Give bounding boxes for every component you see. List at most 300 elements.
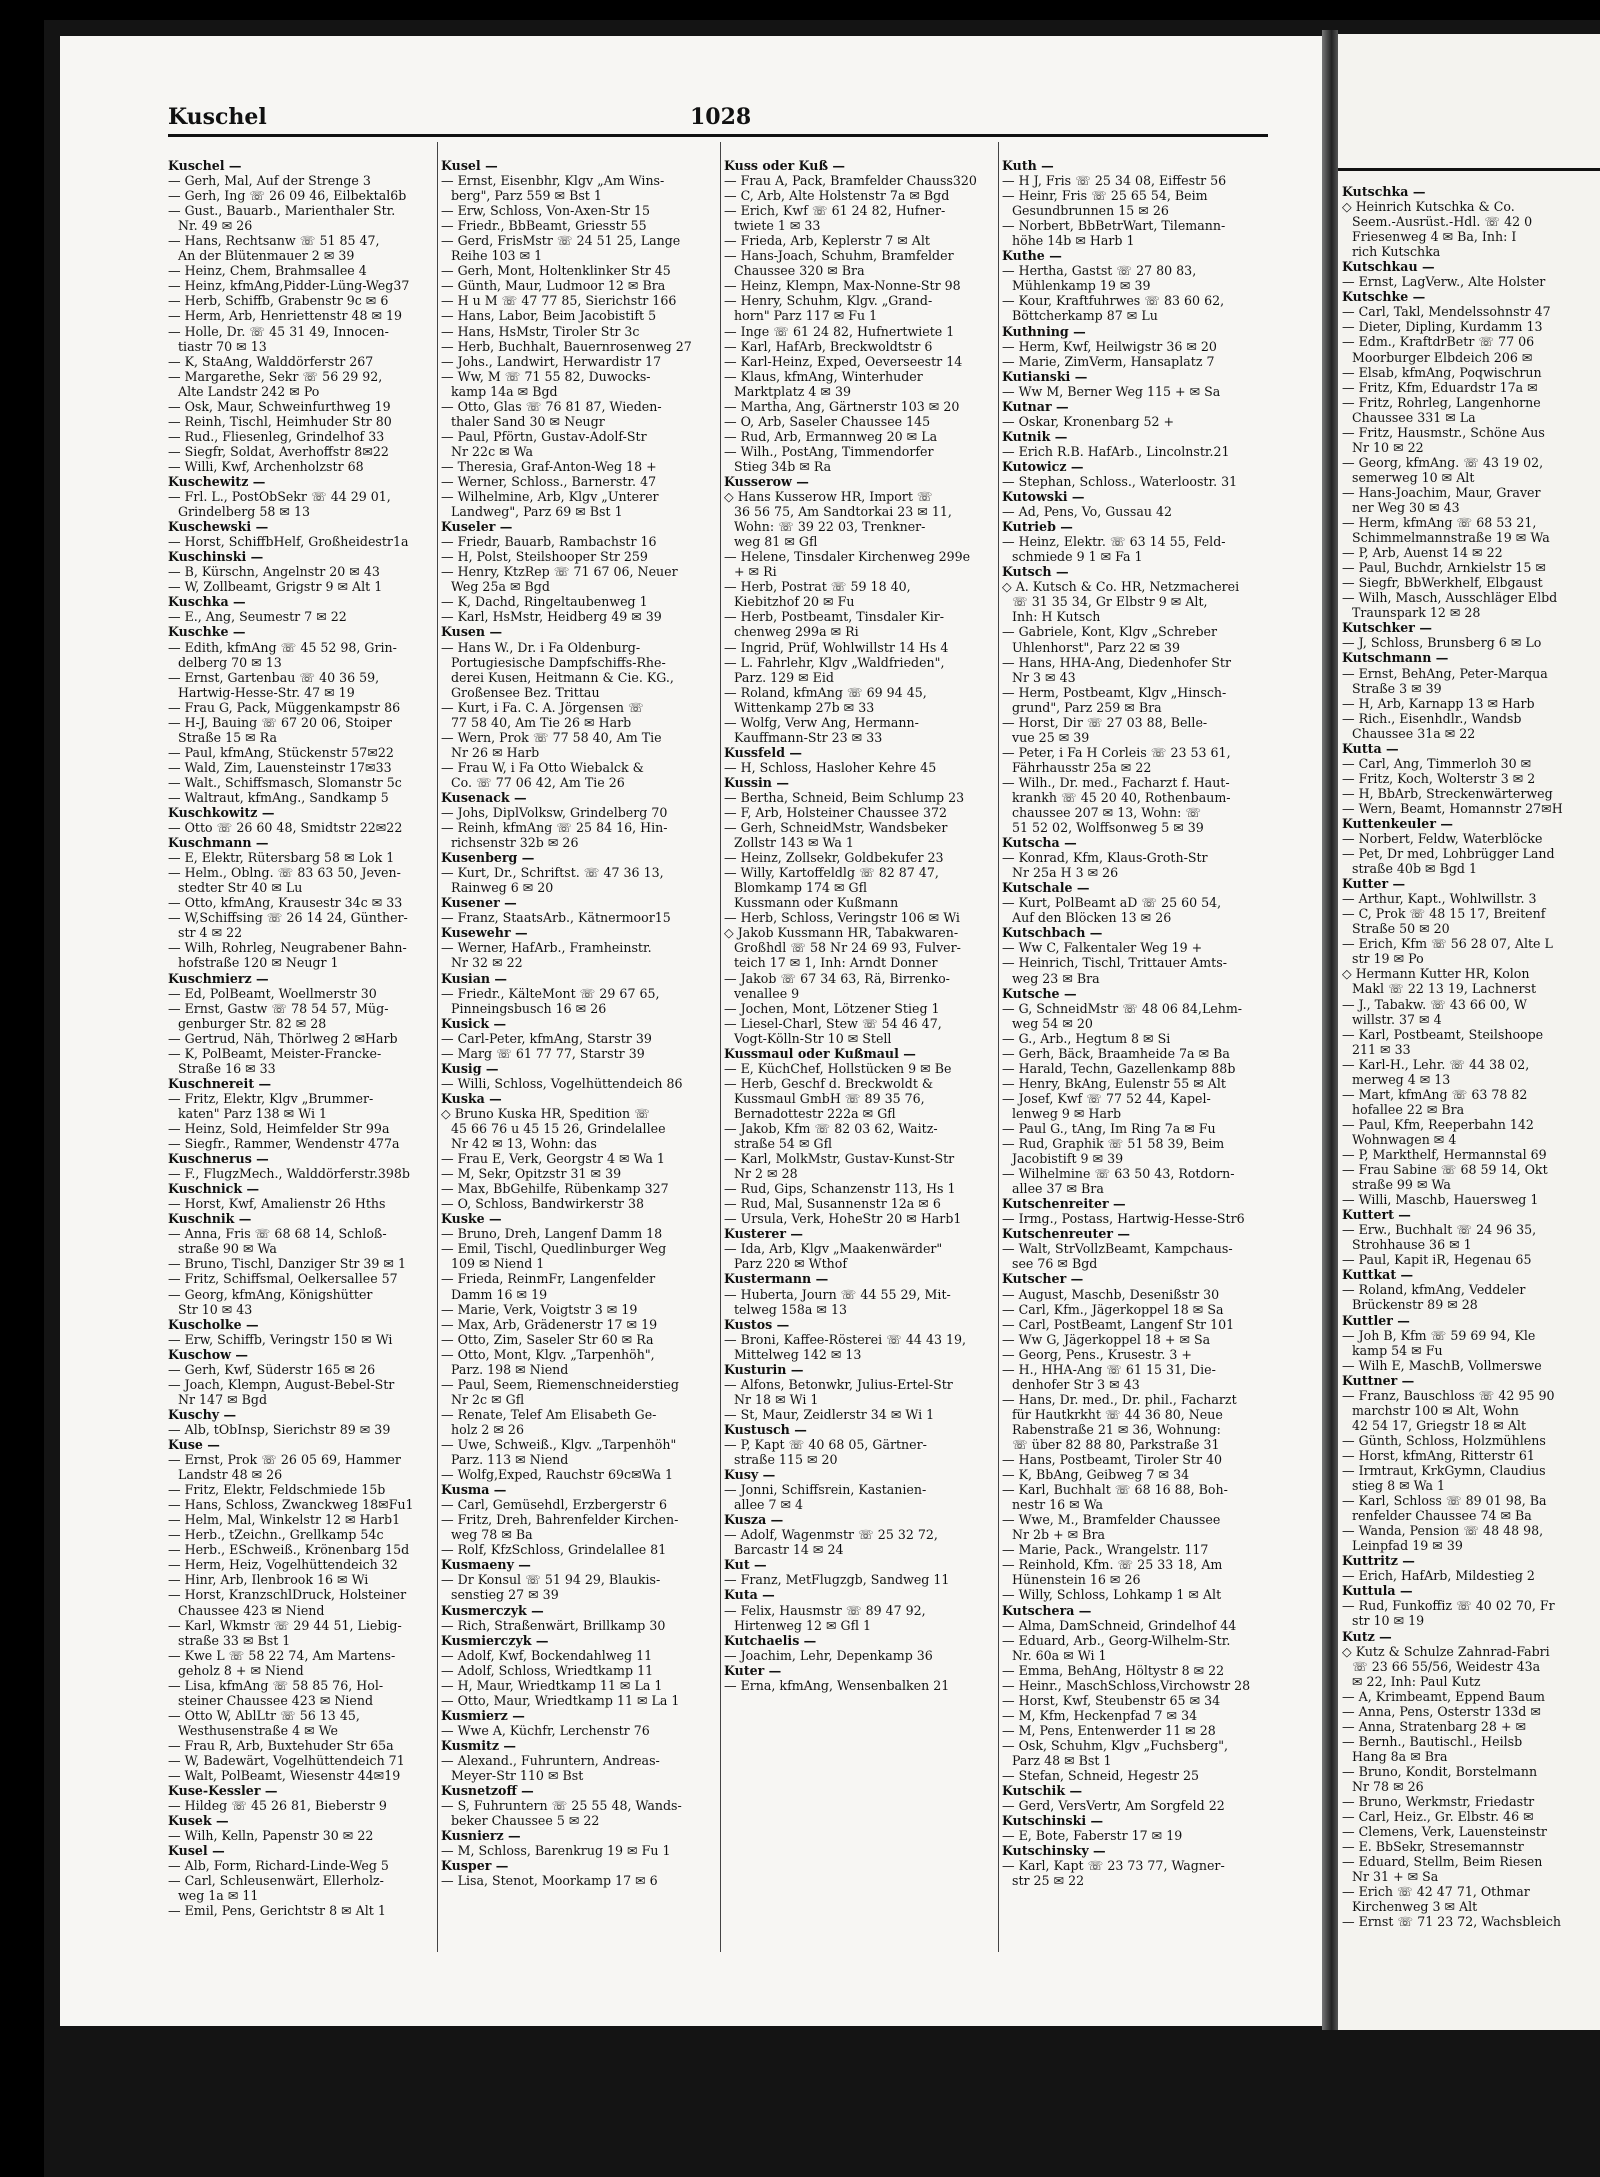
directory-entry: str 10 ✉ 19	[1352, 1613, 1425, 1629]
directory-entry: beker Chaussee 5 ✉ 22	[451, 1813, 600, 1829]
directory-entry: — Karl, MolkMstr, Gustav-Kunst-Str	[724, 1151, 955, 1167]
directory-entry: Schimmelmannstraße 19 ✉ Wa	[1352, 530, 1550, 546]
directory-entry: — Wilhelmine ☏ 63 50 43, Rotdorn-	[1002, 1166, 1235, 1182]
directory-entry: — Henry, BkAng, Eulenstr 55 ✉ Alt	[1002, 1075, 1226, 1091]
directory-entry: — O, Arb, Saseler Chaussee 145	[724, 413, 931, 429]
directory-entry: — S, Fuhruntern ☏ 25 55 48, Wands-	[441, 1798, 682, 1814]
directory-entry: ◇ A. Kutsch & Co. HR, Netzmacherei	[1002, 579, 1240, 595]
surname-heading: Kutchaelis —	[724, 1632, 817, 1648]
directory-entry: — Fritz, Koch, Wolterstr 3 ✉ 2	[1342, 770, 1536, 786]
directory-entry: — Walt, PolBeamt, Wiesenstr 44✉19	[168, 1768, 401, 1784]
directory-entry: Alte Landstr 242 ✉ Po	[178, 383, 320, 399]
directory-entry: — Peter, i Fa H Corleis ☏ 23 53 61,	[1002, 744, 1231, 760]
directory-entry: — Elsab, kfmAng, Poqwischrun	[1342, 364, 1542, 380]
directory-entry: — Herb, Postrat ☏ 59 18 40,	[724, 579, 911, 595]
directory-entry: telweg 158a ✉ 13	[734, 1301, 847, 1317]
directory-entry: Parz 48 ✉ Bst 1	[1012, 1752, 1112, 1768]
directory-entry: ◇ Hans Kusserow HR, Import ☏	[724, 489, 933, 505]
surname-heading: Kuta —	[724, 1587, 775, 1603]
directory-entry: — Rich, Straßenwärt, Brillkamp 30	[441, 1617, 666, 1633]
directory-entry: — Bruno, Kondit, Borstelmann	[1342, 1763, 1538, 1779]
directory-entry: — M, Schloss, Barenkrug 19 ✉ Fu 1	[441, 1843, 671, 1859]
directory-entry: — Ernst, Eisenbhr, Klgv „Am Wins-	[441, 173, 665, 189]
directory-entry: Hang 8a ✉ Bra	[1352, 1748, 1448, 1764]
surname-heading: Kutschik —	[1002, 1783, 1083, 1799]
surname-heading: Kuttula —	[1342, 1583, 1413, 1599]
directory-entry: — Horst, Dir ☏ 27 03 88, Belle-	[1002, 714, 1208, 730]
directory-entry: — Carl, Heiz., Gr. Elbstr. 46 ✉	[1342, 1809, 1534, 1825]
surname-heading: Kusen —	[441, 624, 503, 640]
directory-entry: — Wolfg, Verw Ang, Hermann-	[724, 714, 919, 730]
directory-entry: — Dr Konsul ☏ 51 94 29, Blaukis-	[441, 1572, 661, 1588]
directory-entry: — Rud, Funkoffiz ☏ 40 02 70, Fr	[1342, 1598, 1555, 1614]
surname-heading: Kuscholke —	[168, 1316, 259, 1332]
surname-heading: Kuttkat —	[1342, 1267, 1414, 1283]
directory-entry: Kussmann oder Kußmann	[734, 895, 899, 911]
directory-entry: — Walt, StrVollzBeamt, Kampchaus-	[1002, 1241, 1233, 1257]
directory-entry: twiete 1 ✉ 33	[734, 218, 821, 234]
directory-entry: — P, Markthelf, Hermannstal 69	[1342, 1147, 1547, 1162]
directory-entry: — Gerd, FrisMstr ☏ 24 51 25, Lange	[441, 233, 681, 249]
directory-entry: An der Blütenmauer 2 ✉ 39	[178, 248, 355, 264]
header-rule	[168, 134, 1268, 137]
directory-entry: kamp 54 ✉ Fu	[1352, 1342, 1443, 1358]
directory-entry: Landweg", Parz 69 ✉ Bst 1	[451, 504, 623, 520]
directory-entry: — C, Arb, Alte Holstenstr 7a ✉ Bgd	[724, 188, 950, 204]
surname-heading: Kuschewitz —	[168, 473, 266, 489]
surname-heading: Kuschnerus —	[168, 1151, 269, 1167]
directory-entry: — C, Prok ☏ 48 15 17, Breitenf	[1342, 906, 1546, 922]
directory-entry: Hünenstein 16 ✉ 26	[1012, 1572, 1141, 1588]
surname-heading: Kusnierz —	[441, 1828, 521, 1844]
directory-entry: Nr 42 ✉ 13, Wohn: das	[451, 1136, 597, 1152]
column-divider	[998, 142, 999, 1952]
directory-entry: genburger Str. 82 ✉ 28	[178, 1015, 327, 1031]
directory-entry: weg 81 ✉ Gfl	[734, 534, 818, 550]
directory-entry: — Alma, DamSchneid, Grindelhof 44	[1002, 1617, 1237, 1633]
directory-entry: — Adolf, Schloss, Wriedtkamp 11	[441, 1662, 654, 1678]
directory-entry: — Hans, Labor, Beim Jacobistift 5	[441, 308, 657, 324]
directory-entry: Nr 78 ✉ 26	[1352, 1778, 1424, 1794]
directory-entry: Nr 25a H 3 ✉ 26	[1012, 865, 1119, 881]
surname-heading: Kuschnick —	[168, 1181, 260, 1197]
surname-heading: Kuth —	[1002, 158, 1054, 173]
directory-entry: tiastr 70 ✉ 13	[178, 338, 267, 354]
directory-entry: — Kwe L ☏ 58 22 74, Am Martens-	[168, 1647, 396, 1663]
directory-entry: — Kurt, i Fa. C. A. Jörgensen ☏	[441, 699, 644, 715]
directory-entry: — Erich ☏ 42 47 71, Othmar	[1342, 1884, 1530, 1900]
directory-entry: — Jakob, Kfm ☏ 82 03 62, Waitz-	[724, 1121, 938, 1136]
directory-entry: — K, PolBeamt, Meister-Francke-	[168, 1045, 382, 1061]
surname-heading: Kussfeld —	[724, 744, 803, 760]
directory-entry: Uhlenhorst", Parz 22 ✉ 39	[1012, 639, 1181, 655]
directory-entry: — Friedr., KälteMont ☏ 29 67 65,	[441, 985, 660, 1001]
directory-entry: — Wilh., Dr. med., Facharzt f. Haut-	[1002, 774, 1230, 790]
directory-entry: Auf den Blöcken 13 ✉ 26	[1012, 910, 1172, 926]
directory-entry: — Siegfr., Rammer, Wendenstr 477a	[168, 1136, 400, 1152]
directory-entry: str 4 ✉ 22	[178, 925, 243, 941]
surname-heading: Kuschel —	[168, 158, 242, 173]
directory-entry: — Norbert, BbBetrWart, Tilemann-	[1002, 218, 1226, 234]
directory-entry: straße 40b ✉ Bgd 1	[1352, 861, 1477, 877]
directory-entry: Nr 18 ✉ Wi 1	[734, 1391, 819, 1407]
directory-entry: — Herm, Heiz, Vogelhüttendeich 32	[168, 1557, 398, 1573]
directory-entry: Rabenstraße 21 ✉ 36, Wohnung:	[1012, 1421, 1221, 1437]
directory-entry: straße 90 ✉ Wa	[178, 1241, 277, 1257]
directory-entry: Pinneingsbusch 16 ✉ 26	[451, 1000, 607, 1016]
directory-entry: Straße 3 ✉ 39	[1352, 680, 1442, 696]
directory-entry: — Herm, Kwf, Heilwigstr 36 ✉ 20	[1002, 338, 1217, 354]
directory-entry: — Marie, Pack., Wrangelstr. 117	[1002, 1542, 1209, 1558]
directory-entry: — Rolf, KfzSchloss, Grindelallee 81	[441, 1542, 667, 1558]
directory-entry: — Gertrud, Näh, Thörlweg 2 ✉Harb	[168, 1030, 398, 1046]
directory-entry: — Paul, Kapit iR, Hegenau 65	[1342, 1252, 1532, 1268]
directory-entry: — Frau E, Verk, Georgstr 4 ✉ Wa 1	[441, 1151, 665, 1167]
surname-heading: Kuschinski —	[168, 549, 264, 565]
directory-entry: — Rich., Eisenhdlr., Wandsb	[1342, 710, 1522, 726]
directory-entry: — W,Schiffsing ☏ 26 14 24, Günther-	[168, 910, 408, 926]
directory-entry: holz 2 ✉ 26	[451, 1421, 524, 1437]
directory-entry: für Hautkrkht ☏ 44 36 80, Neue	[1012, 1406, 1223, 1422]
directory-entry: straße 115 ✉ 20	[734, 1452, 838, 1468]
directory-entry: — Herm, Arb, Henriettenstr 48 ✉ 19	[168, 308, 403, 324]
directory-entry: — Hildeg ☏ 45 26 81, Bieberstr 9	[168, 1798, 387, 1814]
directory-entry: — E, Bote, Faberstr 17 ✉ 19	[1002, 1828, 1183, 1844]
directory-entry: — Wolfg,Exped, Rauchstr 69c✉Wa 1	[441, 1467, 674, 1483]
directory-entry: Meyer-Str 110 ✉ Bst	[451, 1768, 584, 1784]
directory-entry: — Rud, Graphik ☏ 51 58 39, Beim	[1002, 1136, 1225, 1152]
directory-entry: Str 10 ✉ 43	[178, 1301, 253, 1317]
directory-entry: hofstraße 120 ✉ Neugr 1	[178, 955, 339, 971]
directory-entry: — Ww C, Falkentaler Weg 19 +	[1002, 940, 1203, 956]
directory-entry: — Fritz, Dreh, Bahrenfelder Kirchen-	[441, 1512, 679, 1528]
directory-entry: hofallee 22 ✉ Bra	[1352, 1101, 1465, 1117]
directory-entry: Mittelweg 142 ✉ 13	[734, 1346, 862, 1362]
directory-entry: — Max, BbGehilfe, Rübenkamp 327	[441, 1181, 669, 1197]
surname-heading: Kustos —	[724, 1316, 790, 1332]
directory-entry: — Hans-Joachim, Maur, Graver	[1342, 484, 1541, 500]
surname-heading: Kuthning —	[1002, 323, 1086, 339]
directory-entry: — Anna, Fris ☏ 68 68 14, Schloß-	[168, 1226, 387, 1242]
directory-entry: — Erich, Kwf ☏ 61 24 82, Hufner-	[724, 203, 946, 219]
directory-entry: 109 ✉ Niend 1	[451, 1256, 545, 1272]
directory-entry: Kiebitzhof 20 ✉ Fu	[734, 594, 855, 610]
directory-entry: — Otto, kfmAng, Krausestr 34c ✉ 33	[168, 895, 403, 911]
directory-entry: — Frau Sabine ☏ 68 59 14, Okt	[1342, 1162, 1548, 1178]
directory-entry: lenweg 9 ✉ Harb	[1012, 1105, 1122, 1121]
directory-entry: — Otto W, AblLtr ☏ 56 13 45,	[168, 1707, 360, 1723]
directory-entry: Moorburger Elbdeich 206 ✉	[1352, 349, 1533, 365]
directory-entry: Parz. 113 ✉ Niend	[451, 1452, 569, 1468]
directory-entry: — Erna, kfmAng, Wensenbalken 21	[724, 1677, 950, 1693]
directory-entry: — Hans-Joach, Schuhm, Bramfelder	[724, 248, 954, 264]
directory-entry: — Gerh, Mal, Auf der Strenge 3	[168, 173, 371, 189]
directory-entry: — Hans, Postbeamt, Tiroler Str 40	[1002, 1452, 1223, 1468]
directory-entry: — Erich R.B. HafArb., Lincolnstr.21	[1002, 443, 1230, 459]
directory-entry: — Heinr, Fris ☏ 25 65 54, Beim	[1002, 188, 1208, 204]
directory-entry: — Rud., Fliesenleg, Grindelhof 33	[168, 428, 385, 444]
directory-entry: — Fritz, Hausmstr., Schöne Aus	[1342, 424, 1545, 440]
directory-entry: — Heinz, kfmAng,Pidder-Lüng-Weg37	[168, 278, 410, 294]
directory-entry: — Werner, Schloss., Barnerstr. 47	[441, 473, 657, 489]
surname-heading: Kutschke —	[1342, 289, 1426, 305]
directory-entry: — Wwe, M., Bramfelder Chaussee	[1002, 1512, 1221, 1528]
directory-entry: Co. ☏ 77 06 42, Am Tie 26	[451, 774, 625, 790]
directory-entry: — Johs, DiplVolksw, Grindelberg 70	[441, 805, 668, 821]
directory-entry: Großhdl ☏ 58 Nr 24 69 93, Fulver-	[734, 940, 961, 956]
directory-entry: — Broni, Kaffee-Rösterei ☏ 44 43 19,	[724, 1331, 967, 1347]
directory-entry: — Georg, kfmAng. ☏ 43 19 02,	[1342, 454, 1544, 470]
directory-entry: senstieg 27 ✉ 39	[451, 1587, 559, 1603]
directory-entry: — Johs., Landwirt, Herwardistr 17	[441, 353, 662, 369]
directory-entry: — Irmtraut, KrkGymn, Claudius	[1342, 1462, 1546, 1478]
directory-entry: — Willy, Kartoffeldlg ☏ 82 87 47,	[724, 865, 939, 881]
surname-heading: Kusmerczyk —	[441, 1602, 544, 1618]
directory-entry: — Oskar, Kronenbarg 52 +	[1002, 413, 1175, 429]
directory-entry: — Wilh E, MaschB, Vollmerswe	[1342, 1357, 1542, 1373]
directory-entry: Makl ☏ 22 13 19, Lachnerst	[1352, 981, 1537, 997]
directory-entry: Brückenstr 89 ✉ 28	[1352, 1297, 1478, 1313]
surname-heading: Kusick —	[441, 1015, 507, 1031]
directory-entry: — Willy, Schloss, Lohkamp 1 ✉ Alt	[1002, 1587, 1222, 1603]
directory-entry: — Georg, kfmAng, Königshütter	[168, 1286, 373, 1302]
directory-entry: denhofer Str 3 ✉ 43	[1012, 1376, 1140, 1392]
directory-entry: rich Kutschka	[1352, 244, 1441, 260]
directory-entry: — H, Arb, Karnapp 13 ✉ Harb	[1342, 695, 1535, 711]
directory-entry: — Karl, HafArb, Breckwoldtstr 6	[724, 338, 933, 354]
directory-entry: — Josef, Kwf ☏ 77 52 44, Kapel-	[1002, 1090, 1211, 1106]
directory-entry: Großensee Bez. Trittau	[451, 684, 600, 700]
directory-entry: — Max, Arb, Grädenerstr 17 ✉ 19	[441, 1316, 658, 1332]
directory-entry: — Bruno, Dreh, Langenf Damm 18	[441, 1226, 663, 1242]
directory-entry: — Horst, SchiffbHelf, Großheidestr1a	[168, 534, 409, 550]
directory-entry: — Hinr, Arb, Ilenbrook 16 ✉ Wi	[168, 1572, 369, 1588]
directory-entry: nestr 16 ✉ Wa	[1012, 1497, 1104, 1513]
directory-entry: — Ernst, Gartenbau ☏ 40 36 59,	[168, 669, 380, 685]
directory-entry: allee 37 ✉ Bra	[1012, 1181, 1104, 1197]
directory-entry: — F, Arb, Holsteiner Chaussee 372	[724, 805, 947, 821]
directory-entry: höhe 14b ✉ Harb 1	[1012, 233, 1135, 249]
directory-entry: delberg 70 ✉ 13	[178, 654, 282, 670]
directory-entry: Weg 25a ✉ Bgd	[451, 579, 550, 595]
surname-heading: Kutschkau —	[1342, 259, 1435, 275]
directory-entry: — Heinz, Klempn, Max-Nonne-Str 98	[724, 278, 961, 294]
surname-heading: Kuschewski —	[168, 519, 269, 535]
directory-entry: — Gabriele, Kont, Klgv „Schreber	[1002, 624, 1217, 640]
directory-entry: — Karl-H., Lehr. ☏ 44 38 02,	[1342, 1056, 1530, 1072]
directory-entry: — Jochen, Mont, Lötzener Stieg 1	[724, 1000, 940, 1016]
directory-entry: straße 33 ✉ Bst 1	[178, 1632, 291, 1648]
surname-heading: Kusmierczyk —	[441, 1632, 549, 1648]
directory-entry: — Kurt, PolBeamt aD ☏ 25 60 54,	[1002, 895, 1222, 911]
directory-entry: — Fritz, Schiffsmal, Oelkersallee 57	[168, 1271, 398, 1287]
directory-entry: Leinpfad 19 ✉ 39	[1352, 1538, 1463, 1554]
directory-entry: Wohnwagen ✉ 4	[1352, 1131, 1457, 1147]
directory-entry: — Ernst, Gastw ☏ 78 54 57, Müg-	[168, 1000, 389, 1016]
directory-entry: — M, Sekr, Opitzstr 31 ✉ 39	[441, 1166, 622, 1182]
directory-entry: Strohhause 36 ✉ 1	[1352, 1237, 1472, 1253]
directory-entry: — Siegfr, Soldat, Averhoffstr 8✉22	[168, 443, 389, 459]
directory-entry: — Wanda, Pension ☏ 48 48 98,	[1342, 1523, 1544, 1539]
directory-entry: — Alb, Form, Richard-Linde-Weg 5	[168, 1858, 389, 1874]
directory-entry: — Rud, Mal, Susannenstr 12a ✉ 6	[724, 1196, 941, 1212]
directory-entry: — Norbert, Feldw, Waterblöcke	[1342, 831, 1543, 847]
header-rule	[1338, 168, 1600, 171]
directory-entry: — Margarethe, Sekr ☏ 56 29 92,	[168, 368, 383, 384]
directory-entry: Reihe 103 ✉ 1	[451, 248, 543, 264]
directory-entry: — Fritz, Kfm, Eduardstr 17a ✉	[1342, 379, 1538, 395]
surname-heading: Kusewehr —	[441, 925, 528, 941]
directory-entry: — Gerh, Mont, Holtenklinker Str 45	[441, 263, 671, 279]
surname-heading: Kusterer —	[724, 1226, 804, 1242]
directory-entry: straße 54 ✉ Gfl	[734, 1136, 832, 1152]
surname-heading: Kuter —	[724, 1662, 782, 1678]
surname-heading: Kuschmierz —	[168, 970, 269, 986]
surname-heading: Kustermann —	[724, 1271, 829, 1287]
surname-heading: Kutschka —	[1342, 184, 1426, 199]
directory-entry: — Mart, kfmAng ☏ 63 78 82	[1342, 1086, 1528, 1102]
directory-entry: — Günth, Schloss, Holzmühlens	[1342, 1432, 1546, 1448]
directory-entry: — Herm, Postbeamt, Klgv „Hinsch-	[1002, 684, 1227, 700]
directory-entry: — Hans, Rechtsanw ☏ 51 85 47,	[168, 233, 380, 249]
directory-entry: — E, KüchChef, Hollstücken 9 ✉ Be	[724, 1060, 952, 1076]
surname-heading: Kusza —	[724, 1512, 784, 1528]
directory-entry: — Georg, Pens., Krusestr. 3 +	[1002, 1346, 1192, 1362]
directory-entry: 42 54 17, Griegstr 18 ✉ Alt	[1352, 1417, 1527, 1433]
directory-entry: — Gust., Bauarb., Marienthaler Str.	[168, 203, 396, 219]
directory-entry: Zollstr 143 ✉ Wa 1	[734, 835, 854, 851]
directory-entry: — Edith, kfmAng ☏ 45 52 98, Grin-	[168, 639, 397, 655]
directory-entry: — Joachim, Lehr, Depenkamp 36	[724, 1647, 933, 1663]
surname-heading: Kusper —	[441, 1858, 509, 1874]
directory-entry: Blomkamp 174 ✉ Gfl	[734, 880, 868, 896]
directory-entry: Seem.-Ausrüst.-Hdl. ☏ 42 0	[1352, 214, 1533, 230]
directory-entry: ◇ Bruno Kuska HR, Spedition ☏	[441, 1105, 650, 1121]
surname-heading: Kuthe —	[1002, 248, 1062, 264]
directory-entry: — B, Kürschn, Angelnstr 20 ✉ 43	[168, 564, 380, 580]
directory-entry: — Gerh, Ing ☏ 26 09 46, Eilbektal6b	[168, 188, 407, 204]
directory-entry: — St, Maur, Zeidlerstr 34 ✉ Wi 1	[724, 1406, 935, 1422]
directory-entry: — Heinz, Zollsekr, Goldbekufer 23	[724, 850, 944, 866]
surname-heading: Kussmaul oder Kußmaul —	[724, 1045, 916, 1061]
surname-heading: Kutschinski —	[1002, 1813, 1104, 1829]
directory-column-2	[441, 158, 717, 1998]
directory-entry: — M, Pens, Entenwerder 11 ✉ 28	[1002, 1722, 1216, 1738]
directory-entry: — Ernst ☏ 71 23 72, Wachsbleich	[1342, 1914, 1562, 1930]
directory-entry: — Uwe, Schweiß., Klgv. „Tarpenhöh"	[441, 1436, 677, 1452]
directory-entry: — Fritz, Elektr, Feldschmiede 15b	[168, 1482, 386, 1498]
surname-heading: Kuska —	[441, 1090, 502, 1106]
directory-entry: see 76 ✉ Bgd	[1012, 1256, 1098, 1272]
directory-entry: — Paul G., tAng, Im Ring 7a ✉ Fu	[1002, 1121, 1216, 1136]
directory-entry: — Marie, ZimVerm, Hansaplatz 7	[1002, 353, 1215, 369]
surname-heading: Kutschinsky —	[1002, 1843, 1106, 1859]
directory-entry: Jacobistift 9 ✉ 39	[1012, 1151, 1124, 1167]
directory-entry: Traunspark 12 ✉ 28	[1352, 605, 1481, 621]
directory-entry: — Roland, kfmAng, Veddeler	[1342, 1282, 1526, 1298]
surname-heading: Kusenack —	[441, 789, 527, 805]
directory-entry: Gesundbrunnen 15 ✉ 26	[1012, 203, 1169, 219]
directory-entry: — Willi, Maschb, Hauersweg 1	[1342, 1192, 1539, 1208]
directory-entry: — G, SchneidMstr ☏ 48 06 84,Lehm-	[1002, 1000, 1243, 1016]
surname-heading: Kusener —	[441, 895, 517, 911]
directory-entry: — Jonni, Schiffsrein, Kastanien-	[724, 1482, 927, 1498]
directory-entry: — Werner, HafArb., Framheinstr.	[441, 940, 652, 956]
surname-heading: Kutsche —	[1002, 985, 1077, 1001]
directory-entry: Rainweg 6 ✉ 20	[451, 880, 554, 896]
directory-entry: — Horst, kfmAng, Ritterstr 61	[1342, 1447, 1535, 1463]
directory-entry: — Horst, Kwf, Steubenstr 65 ✉ 34	[1002, 1692, 1221, 1708]
surname-heading: Kusenberg —	[441, 850, 535, 866]
directory-entry: — Hans, HHA-Ang, Diedenhofer Str	[1002, 654, 1231, 670]
directory-entry: — H, Polst, Steilshooper Str 259	[441, 549, 648, 565]
directory-entry: — L. Fahrlehr, Klgv „Waldfrieden",	[724, 654, 945, 670]
surname-heading: Kutschera —	[1002, 1602, 1092, 1618]
directory-entry: Böttcherkamp 87 ✉ Lu	[1012, 308, 1158, 324]
directory-entry: merweg 4 ✉ 13	[1352, 1071, 1451, 1087]
directory-entry: Nr 2c ✉ Gfl	[451, 1391, 525, 1407]
directory-entry: — Otto, Maur, Wriedtkamp 11 ✉ La 1	[441, 1692, 680, 1708]
directory-entry: — Osk, Maur, Schweinfurthweg 19	[168, 398, 391, 414]
directory-entry: Nr 22c ✉ Wa	[451, 443, 534, 459]
directory-entry: 211 ✉ 33	[1352, 1041, 1411, 1057]
surname-heading: Kusig —	[441, 1060, 499, 1076]
directory-entry: — Ernst, LagVerw., Alte Holster	[1342, 274, 1546, 290]
directory-entry: — Ursula, Verk, HoheStr 20 ✉ Harb1	[724, 1211, 962, 1227]
directory-entry: — Reinh, kfmAng ☏ 25 84 16, Hin-	[441, 820, 668, 836]
directory-entry: — Erich, Kfm ☏ 56 28 07, Alte L	[1342, 936, 1553, 952]
directory-entry: — W, Zollbeamt, Grigstr 9 ✉ Alt 1	[168, 579, 383, 595]
directory-entry: — Carl, Gemüsehdl, Erzbergerstr 6	[441, 1497, 667, 1513]
directory-entry: chaussee 207 ✉ 13, Wohn: ☏	[1012, 805, 1202, 821]
surname-heading: Kusnetzoff —	[441, 1783, 534, 1799]
directory-entry: krankh ☏ 45 20 40, Rothenbaum-	[1012, 789, 1231, 805]
directory-entry: — H, BbArb, Streckenwärterweg	[1342, 785, 1553, 801]
directory-entry: — Herb, Postbeamt, Tinsdaler Kir-	[724, 609, 945, 625]
directory-entry: — Horst, Kwf, Amalienstr 26 Hths	[168, 1196, 386, 1212]
directory-entry: Landstr 48 ✉ 26	[178, 1467, 283, 1483]
directory-entry: — Gerd, VersVertr, Am Sorgfeld 22	[1002, 1798, 1225, 1814]
surname-heading: Kusmierz —	[441, 1707, 525, 1723]
directory-entry: — Paul, kfmAng, Stückenstr 57✉22	[168, 744, 394, 760]
directory-entry: horn" Parz 117 ✉ Fu 1	[734, 308, 878, 324]
directory-entry: — Wilh., PostAng, Timmendorfer	[724, 443, 934, 459]
page-number: 1028	[690, 104, 752, 130]
directory-entry: — Otto, Glas ☏ 76 81 87, Wieden-	[441, 398, 662, 414]
directory-entry: — Otto, Zim, Saseler Str 60 ✉ Ra	[441, 1331, 654, 1347]
directory-entry: — Franz, StaatsArb., Kätnermoor15	[441, 910, 671, 926]
directory-entry: — Helene, Tinsdaler Kirchenweg 299e	[724, 549, 971, 565]
directory-entry: derei Kusen, Heitmann & Cie. KG.,	[451, 669, 674, 685]
directory-entry: berg", Parz 559 ✉ Bst 1	[451, 188, 602, 204]
directory-entry: — Erw, Schloss, Von-Axen-Str 15	[441, 203, 651, 219]
directory-entry: Stieg 34b ✉ Ra	[734, 458, 832, 474]
surname-heading: Kutta —	[1342, 740, 1399, 756]
directory-entry: — Wilhelmine, Arb, Klgv „Unterer	[441, 489, 659, 505]
surname-heading: Kussin —	[724, 774, 789, 790]
directory-entry: weg 23 ✉ Bra	[1012, 970, 1100, 986]
directory-entry: — Fritz, Rohrleg, Langenhorne	[1342, 394, 1541, 410]
directory-entry: — Heinr., MaschSchloss,Virchowstr 28	[1002, 1677, 1251, 1693]
directory-entry: — Jakob ☏ 67 34 63, Rä, Birrenko-	[724, 970, 950, 986]
surname-heading: Kuschy —	[168, 1406, 237, 1422]
directory-entry: — Herb, Schloss, Veringstr 106 ✉ Wi	[724, 910, 960, 926]
directory-entry: Hirtenweg 12 ✉ Gfl 1	[734, 1617, 872, 1633]
directory-entry: — Herb, Geschf d. Breckwoldt &	[724, 1075, 934, 1091]
directory-entry: Wohn: ☏ 39 22 03, Trenkner-	[734, 519, 926, 535]
directory-entry: — Franz, Bauschloss ☏ 42 95 90	[1342, 1387, 1555, 1403]
directory-entry: — Kurt, Dr., Schriftst. ☏ 47 36 13,	[441, 865, 664, 881]
